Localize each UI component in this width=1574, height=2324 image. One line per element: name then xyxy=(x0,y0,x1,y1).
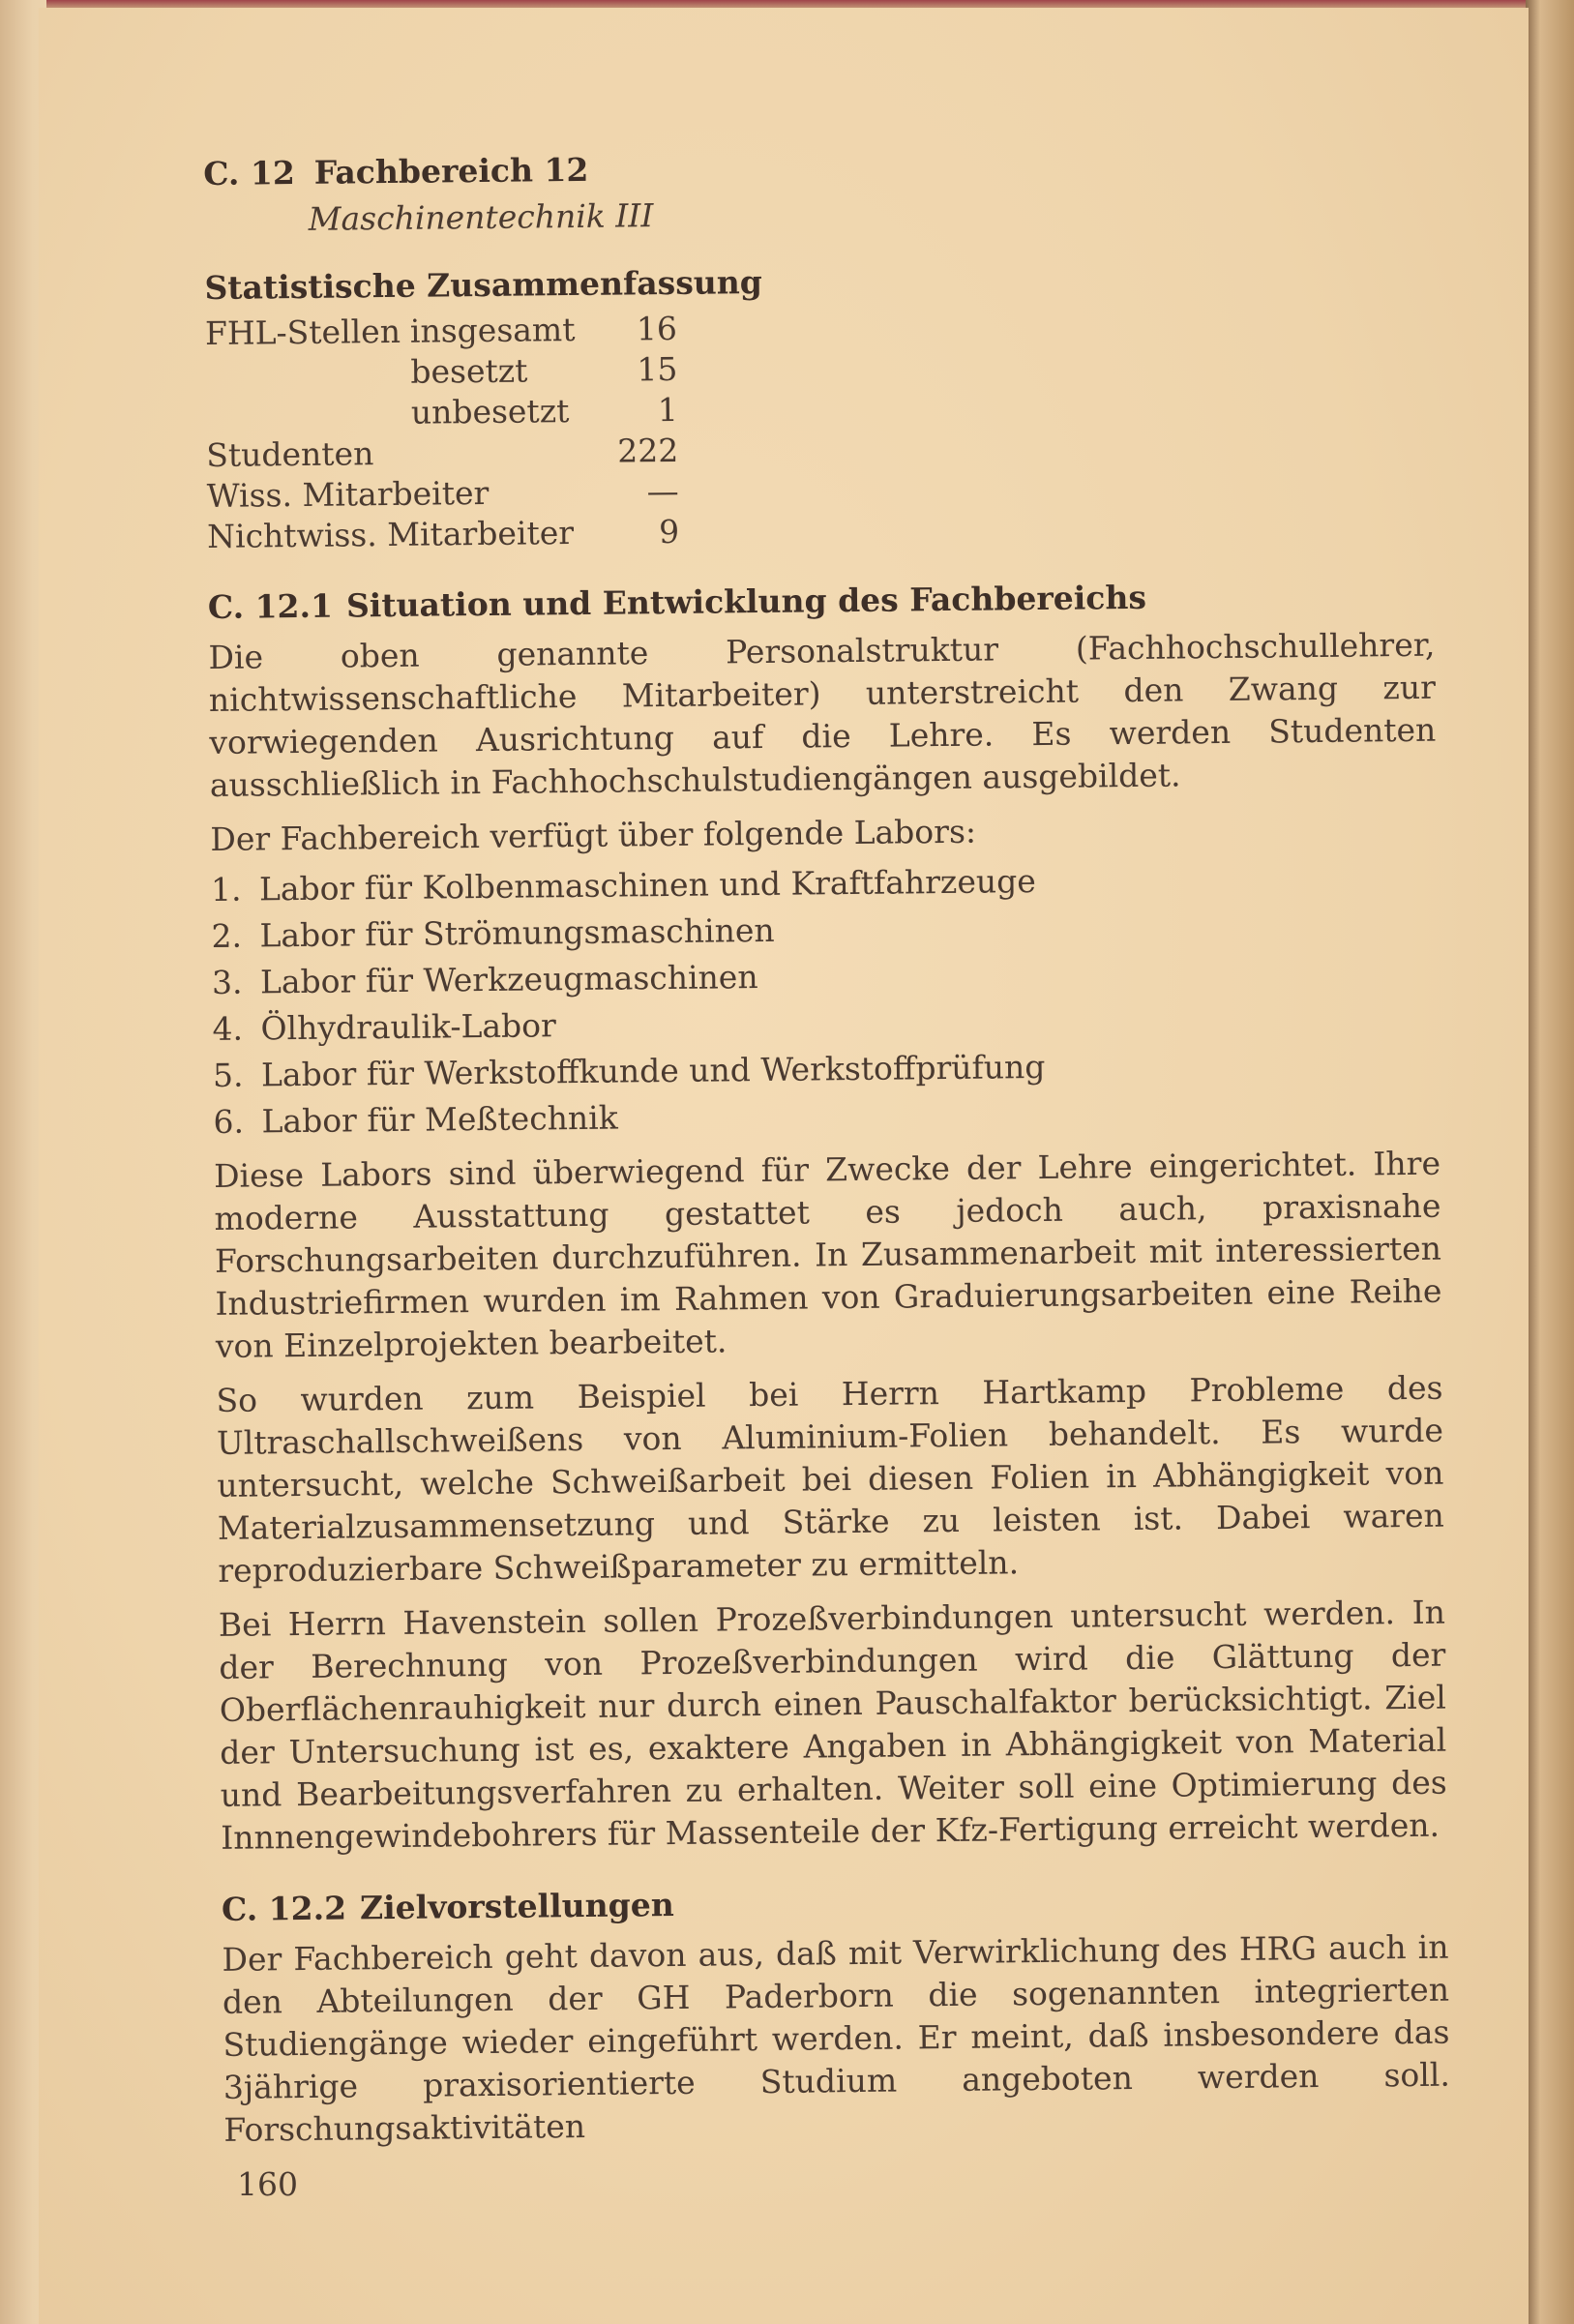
stat-row xyxy=(206,390,678,435)
list-text: Labor für Meßtechnik xyxy=(261,1098,618,1141)
list-number: 6. xyxy=(213,1102,245,1141)
list-text: Labor für Werkstoffkunde und Werkstoffprüfung xyxy=(260,1047,1046,1094)
page-number: 160 xyxy=(237,2165,298,2203)
list-number: 1. xyxy=(210,870,242,909)
page-content xyxy=(203,139,1521,2163)
stat-value: 16 xyxy=(636,309,678,348)
section-title: Zielvorstellungen xyxy=(359,1886,674,1927)
stat-row xyxy=(206,471,678,517)
list-number: 4. xyxy=(212,1009,244,1048)
list-text: Labor für Werkzeugmaschinen xyxy=(259,958,758,1001)
stat-sublabel: besetzt xyxy=(410,351,528,391)
stat-label: Nichtwiss. Mitarbeiter xyxy=(206,514,575,555)
stat-value: — xyxy=(646,471,679,511)
stat-sublabel: unbesetzt xyxy=(410,392,570,432)
stat-row xyxy=(207,512,679,557)
paragraph: So wurden zum Beispiel bei Herrn Hartkamp Probleme des Ultraschallschweißens von Aluminium-Folien behandelt. Es wurde untersucht, welche Schweißarbeit bei diesen Folien in Abhängigkeit von Materialzusammensetzung und Stärke zu leisten ist. Dabei waren reproduzierbare Schweißparameter zu ermitteln. xyxy=(216,1368,1445,1590)
paragraph: Die oben genannte Personalstruktur (Fachhochschullehrer, nichtwissenschaftliche Mitarbeiter) unterstreicht den Zwang zur vorwiegenden Ausrichtung auf die Lehre. Es werden Studenten ausschließlich in Fachhochschulstudiengängen ausgebildet. xyxy=(208,625,1437,804)
list-number: 5. xyxy=(212,1056,244,1094)
section-number: C. 12.1 xyxy=(207,586,334,626)
section-title: Situation und Entwicklung des Fachbereichs xyxy=(345,578,1147,625)
stat-row xyxy=(205,309,677,354)
stat-row xyxy=(205,349,677,395)
section-heading-12-1 xyxy=(208,573,1504,629)
list-number: 3. xyxy=(211,963,243,1001)
labs-list xyxy=(211,853,1510,1146)
book-binding-right-edge xyxy=(1526,0,1574,2324)
chapter-title: Fachbereich 12 xyxy=(313,150,589,192)
list-number: 2. xyxy=(211,916,243,955)
stat-sublabel: insgesamt xyxy=(409,310,576,350)
paragraph: Diese Labors sind überwiegend für Zwecke der Lehre eingerichtet. Ihre moderne Ausstattung gestattet es jedoch auch, praxisnahe Forschungsarbeiten durchzuführen. In Zusammenarbeit mit interessierten Industriefirmen wurden im Rahmen von Graduierungsarbeiten eine Reihe von Einzelprojekten bearbeitet. xyxy=(213,1144,1442,1365)
section-number: C. 12.2 xyxy=(221,1889,347,1928)
stat-label: Wiss. Mitarbeiter xyxy=(206,473,490,515)
page xyxy=(39,8,1529,2324)
stat-value: 1 xyxy=(657,390,679,430)
stat-label xyxy=(205,352,410,395)
stat-value: 15 xyxy=(637,349,678,389)
chapter-number: C. 12 xyxy=(203,154,296,193)
stat-value: 9 xyxy=(658,512,680,551)
paragraph: Bei Herrn Havenstein sollen Prozeßverbindungen untersucht werden. In der Berechnung von Prozeßverbindungen wird die Glättung der Oberflächenrauhigkeit nur durch einen Pauschalfaktor berücksichtigt. Ziel der Untersuchung ist es, exaktere Angaben in Abhängigkeit von Material und Bearbeitungsverfahren zu erhalten. Weiter soll eine Optimierung des Innnengewindebohrers für Massenteile der Kfz-Fertigung erreicht werden. xyxy=(218,1593,1447,1857)
list-text: Labor für Kolbenmaschinen und Kraftfahrzeuge xyxy=(258,862,1036,909)
stat-label: FHL-Stellen xyxy=(204,312,401,352)
stat-row xyxy=(206,431,678,476)
stat-label xyxy=(206,393,411,435)
paragraph: Der Fachbereich geht davon aus, daß mit Verwirklichung des HRG auch in den Abteilungen der GH Paderborn die sogenannten integrierten Studiengänge wieder eingeführt werden. Er meint, daß insbesondere das 3jährige praxisorientierte Studium angeboten werden soll. Forschungsaktivitäten xyxy=(222,1927,1451,2149)
statistics-table xyxy=(205,309,680,557)
stat-value: 222 xyxy=(617,431,679,470)
list-text: Ölhydraulik-Labor xyxy=(260,1006,557,1048)
chapter-subtitle: Maschinentechnik III xyxy=(308,196,654,238)
list-text: Labor für Strömungsmaschinen xyxy=(259,910,775,955)
statistics-title: Statistische Zusammenfassung xyxy=(204,262,763,307)
labs-intro: Der Fachbereich verfügt über folgende Labors: xyxy=(210,812,977,858)
stat-label: Studenten xyxy=(206,434,374,474)
section-heading-12-2 xyxy=(222,1875,1518,1931)
